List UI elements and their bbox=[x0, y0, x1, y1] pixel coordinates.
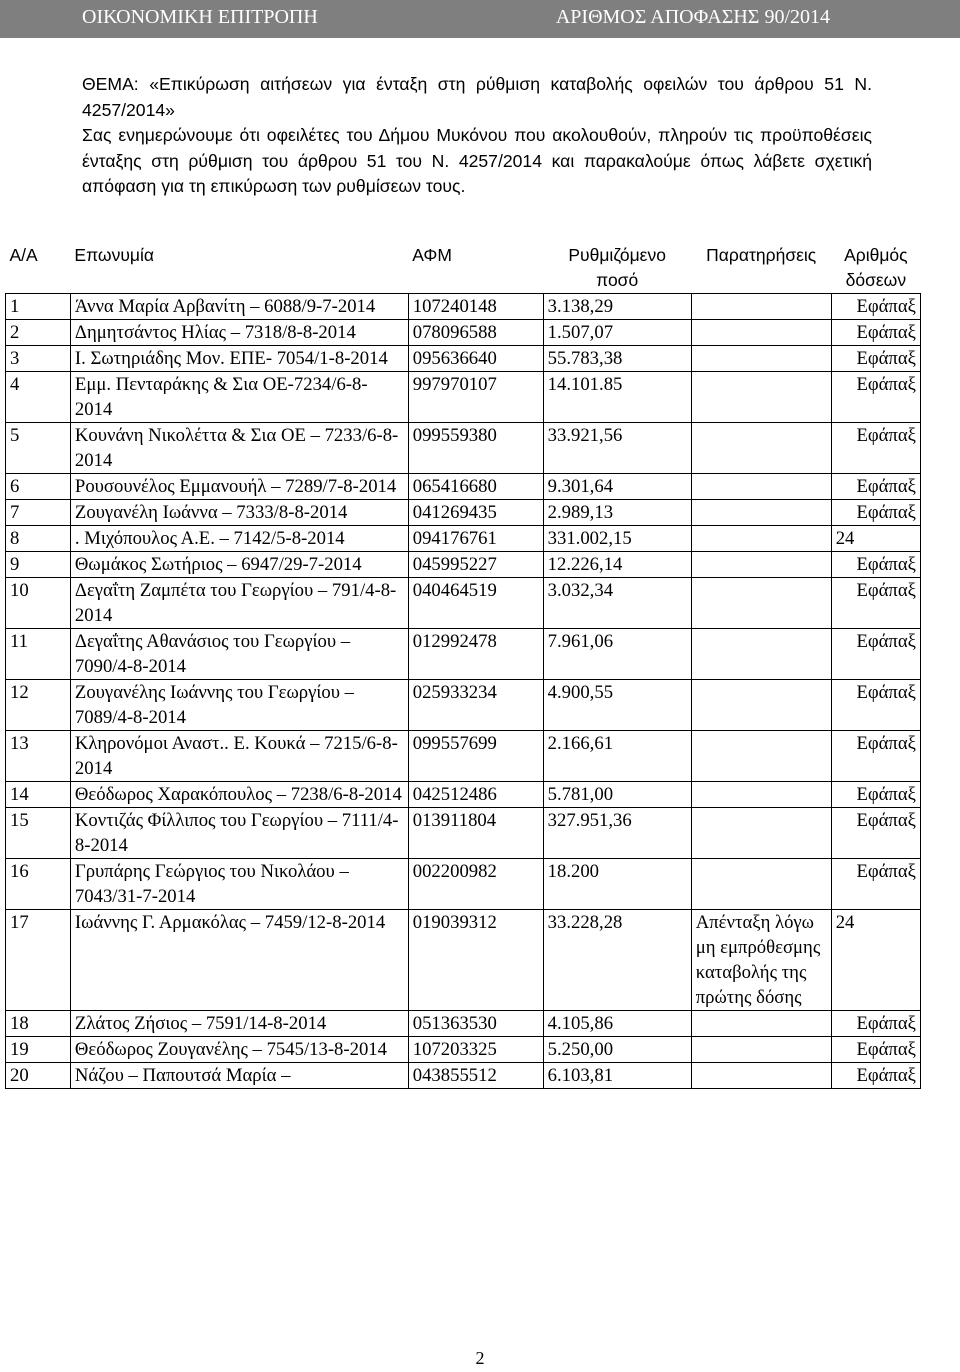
cell-amount: 327.951,36 bbox=[543, 808, 691, 859]
cell-name: Ζλάτος Ζήσιος – 7591/14-8-2014 bbox=[70, 1011, 408, 1037]
cell-name: Δεγαΐτη Ζαμπέτα του Γεωργίου – 791/4-8-2014 bbox=[70, 578, 408, 629]
cell-num: 8 bbox=[6, 526, 71, 552]
header-name: Επωνυμία bbox=[74, 245, 154, 265]
cell-name: Δεγαΐτης Αθανάσιος του Γεωργίου – 7090/4-8-2014 bbox=[70, 629, 408, 680]
cell-amount: 5.781,00 bbox=[543, 782, 691, 808]
cell-amount: 3.032,34 bbox=[543, 578, 691, 629]
header-committee: ΟΙΚΟΝΟΜΙΚΗ ΕΠΙΤΡΟΠΗ bbox=[82, 6, 318, 28]
cell-installments: Εφάπαξ bbox=[831, 474, 920, 500]
cell-amount: 6.103,81 bbox=[543, 1063, 691, 1089]
cell-afm: 025933234 bbox=[408, 680, 543, 731]
cell-notes bbox=[691, 578, 831, 629]
header-amount bbox=[543, 243, 691, 294]
cell-afm: 107240148 bbox=[408, 294, 543, 320]
header-installments-line2: δόσεων bbox=[845, 270, 907, 290]
table-header-row bbox=[6, 243, 921, 294]
cell-notes bbox=[691, 782, 831, 808]
cell-name: Νάζου – Παπουτσά Μαρία – bbox=[70, 1063, 408, 1089]
cell-afm: 065416680 bbox=[408, 474, 543, 500]
table-row bbox=[6, 320, 921, 346]
cell-installments: Εφάπαξ bbox=[831, 680, 920, 731]
cell-installments: Εφάπαξ bbox=[831, 500, 920, 526]
intro-section bbox=[82, 72, 872, 200]
cell-afm: 099559380 bbox=[408, 423, 543, 474]
cell-num: 20 bbox=[6, 1063, 71, 1089]
cell-afm: 107203325 bbox=[408, 1037, 543, 1063]
header-decision-number: ΑΡΙΘΜΟΣ ΑΠΟΦΑΣΗΣ 90/2014 bbox=[555, 6, 830, 28]
cell-notes bbox=[691, 500, 831, 526]
table-body bbox=[6, 294, 921, 1089]
header-num: Α/Α bbox=[9, 245, 38, 265]
cell-afm: 094176761 bbox=[408, 526, 543, 552]
table-row bbox=[6, 808, 921, 859]
header-afm: ΑΦΜ bbox=[412, 245, 452, 265]
cell-afm: 997970107 bbox=[408, 372, 543, 423]
table-row bbox=[6, 500, 921, 526]
cell-num: 13 bbox=[6, 731, 71, 782]
cell-name: Ι. Σωτηριάδης Μον. ΕΠΕ- 7054/1-8-2014 bbox=[70, 346, 408, 372]
cell-installments: Εφάπαξ bbox=[831, 578, 920, 629]
cell-installments: 24 bbox=[831, 910, 920, 1011]
table-row bbox=[6, 372, 921, 423]
cell-num: 1 bbox=[6, 294, 71, 320]
cell-notes bbox=[691, 474, 831, 500]
cell-installments: Εφάπαξ bbox=[831, 1011, 920, 1037]
cell-amount: 7.961,06 bbox=[543, 629, 691, 680]
cell-name: Κοντιζάς Φίλλιπος του Γεωργίου – 7111/4-8-2014 bbox=[70, 808, 408, 859]
cell-amount: 4.900,55 bbox=[543, 680, 691, 731]
cell-installments: 24 bbox=[831, 526, 920, 552]
cell-name: Ζουγανέλης Ιωάννης του Γεωργίου – 7089/4-8-2014 bbox=[70, 680, 408, 731]
cell-notes bbox=[691, 1063, 831, 1089]
cell-name: Δημητσάντος Ηλίας – 7318/8-8-2014 bbox=[70, 320, 408, 346]
cell-name: Θεόδωρος Χαρακόπουλος – 7238/6-8-2014 bbox=[70, 782, 408, 808]
cell-afm: 013911804 bbox=[408, 808, 543, 859]
table-row bbox=[6, 910, 921, 1011]
header-installments-line1: Αριθμός bbox=[844, 245, 908, 265]
cell-name: Ζουγανέλη Ιωάννα – 7333/8-8-2014 bbox=[70, 500, 408, 526]
table-row bbox=[6, 552, 921, 578]
table-row bbox=[6, 526, 921, 552]
body-paragraph: Σας ενημερώνουμε ότι οφειλέτες του Δήμου Μυκόνου που ακολουθούν, πληρούν τις προϋποθέσεις ένταξης στη ρύθμιση του άρθρου 51 του Ν. 4257/2014 και παρακαλούμε όπως λάβετε σχετική απόφαση για τη επικύρωση των ρυθμίσεων τους. bbox=[82, 125, 872, 196]
cell-afm: 040464519 bbox=[408, 578, 543, 629]
table-row bbox=[6, 1037, 921, 1063]
cell-num: 16 bbox=[6, 859, 71, 910]
cell-num: 17 bbox=[6, 910, 71, 1011]
cell-num: 9 bbox=[6, 552, 71, 578]
page-header bbox=[0, 0, 960, 38]
cell-installments: Εφάπαξ bbox=[831, 320, 920, 346]
cell-num: 18 bbox=[6, 1011, 71, 1037]
cell-name: Γρυπάρης Γεώργιος του Νικολάου – 7043/31-7-2014 bbox=[70, 859, 408, 910]
cell-amount: 33.921,56 bbox=[543, 423, 691, 474]
cell-installments: Εφάπαξ bbox=[831, 808, 920, 859]
cell-afm: 045995227 bbox=[408, 552, 543, 578]
cell-amount: 5.250,00 bbox=[543, 1037, 691, 1063]
cell-name: Εμμ. Πενταράκης & Σια ΟΕ-7234/6-8-2014 bbox=[70, 372, 408, 423]
cell-notes bbox=[691, 629, 831, 680]
cell-afm: 078096588 bbox=[408, 320, 543, 346]
cell-num: 11 bbox=[6, 629, 71, 680]
cell-num: 12 bbox=[6, 680, 71, 731]
cell-name: Θωμάκος Σωτήριος – 6947/29-7-2014 bbox=[70, 552, 408, 578]
cell-num: 2 bbox=[6, 320, 71, 346]
cell-notes bbox=[691, 320, 831, 346]
page-number: 2 bbox=[475, 1348, 485, 1368]
cell-amount: 18.200 bbox=[543, 859, 691, 910]
header-notes: Παρατηρήσεις bbox=[706, 245, 817, 265]
cell-installments: Εφάπαξ bbox=[831, 346, 920, 372]
cell-num: 15 bbox=[6, 808, 71, 859]
table-row bbox=[6, 782, 921, 808]
cell-num: 5 bbox=[6, 423, 71, 474]
cell-amount: 2.166,61 bbox=[543, 731, 691, 782]
cell-afm: 099557699 bbox=[408, 731, 543, 782]
header-amount-line2: ποσό bbox=[596, 270, 639, 290]
cell-amount: 1.507,07 bbox=[543, 320, 691, 346]
cell-notes bbox=[691, 680, 831, 731]
table-row bbox=[6, 859, 921, 910]
table-row bbox=[6, 423, 921, 474]
cell-notes bbox=[691, 1037, 831, 1063]
cell-name: Άννα Μαρία Αρβανίτη – 6088/9-7-2014 bbox=[70, 294, 408, 320]
cell-amount: 33.228,28 bbox=[543, 910, 691, 1011]
cell-afm: 019039312 bbox=[408, 910, 543, 1011]
header-amount-line1: Ρυθμιζόμενο bbox=[568, 245, 666, 265]
cell-notes bbox=[691, 552, 831, 578]
table-row bbox=[6, 1011, 921, 1037]
cell-num: 4 bbox=[6, 372, 71, 423]
cell-installments: Εφάπαξ bbox=[831, 782, 920, 808]
cell-notes bbox=[691, 1011, 831, 1037]
cell-installments: Εφάπαξ bbox=[831, 294, 920, 320]
cell-notes: Απένταξη λόγω μη εμπρόθεσμης καταβολής της πρώτης δόσης bbox=[691, 910, 831, 1011]
cell-notes bbox=[691, 526, 831, 552]
cell-afm: 095636640 bbox=[408, 346, 543, 372]
cell-notes bbox=[691, 346, 831, 372]
cell-num: 10 bbox=[6, 578, 71, 629]
cell-amount: 55.783,38 bbox=[543, 346, 691, 372]
cell-installments: Εφάπαξ bbox=[831, 629, 920, 680]
cell-num: 19 bbox=[6, 1037, 71, 1063]
cell-notes bbox=[691, 859, 831, 910]
cell-amount: 2.989,13 bbox=[543, 500, 691, 526]
cell-notes bbox=[691, 423, 831, 474]
cell-amount: 3.138,29 bbox=[543, 294, 691, 320]
table-row bbox=[6, 474, 921, 500]
cell-installments: Εφάπαξ bbox=[831, 552, 920, 578]
cell-name: . Μιχόπουλος Α.Ε. – 7142/5-8-2014 bbox=[70, 526, 408, 552]
table-row bbox=[6, 294, 921, 320]
debtors-table bbox=[5, 243, 921, 1089]
subject-line: ΘΕΜΑ: «Επικύρωση αιτήσεων για ένταξη στη ρύθμιση καταβολής οφειλών του άρθρου 51 Ν. 4257/2014» bbox=[82, 74, 872, 120]
cell-installments: Εφάπαξ bbox=[831, 372, 920, 423]
cell-afm: 012992478 bbox=[408, 629, 543, 680]
table-row bbox=[6, 1063, 921, 1089]
cell-num: 6 bbox=[6, 474, 71, 500]
cell-notes bbox=[691, 808, 831, 859]
cell-notes bbox=[691, 294, 831, 320]
cell-name: Κουνάνη Νικολέττα & Σια ΟΕ – 7233/6-8-2014 bbox=[70, 423, 408, 474]
cell-installments: Εφάπαξ bbox=[831, 731, 920, 782]
table-row bbox=[6, 578, 921, 629]
table-row bbox=[6, 731, 921, 782]
cell-afm: 043855512 bbox=[408, 1063, 543, 1089]
table-row bbox=[6, 629, 921, 680]
cell-notes bbox=[691, 731, 831, 782]
table-row bbox=[6, 680, 921, 731]
cell-name: Ρουσουνέλος Εμμανουήλ – 7289/7-8-2014 bbox=[70, 474, 408, 500]
cell-amount: 331.002,15 bbox=[543, 526, 691, 552]
cell-afm: 002200982 bbox=[408, 859, 543, 910]
cell-amount: 12.226,14 bbox=[543, 552, 691, 578]
cell-installments: Εφάπαξ bbox=[831, 1063, 920, 1089]
cell-name: Κληρονόμοι Αναστ.. Ε. Κουκά – 7215/6-8-2014 bbox=[70, 731, 408, 782]
cell-installments: Εφάπαξ bbox=[831, 423, 920, 474]
cell-amount: 4.105,86 bbox=[543, 1011, 691, 1037]
cell-installments: Εφάπαξ bbox=[831, 859, 920, 910]
cell-num: 14 bbox=[6, 782, 71, 808]
cell-num: 3 bbox=[6, 346, 71, 372]
cell-afm: 042512486 bbox=[408, 782, 543, 808]
cell-name: Ιωάννης Γ. Αρμακόλας – 7459/12-8-2014 bbox=[70, 910, 408, 1011]
cell-amount: 9.301,64 bbox=[543, 474, 691, 500]
header-installments bbox=[831, 243, 920, 294]
cell-name: Θεόδωρος Ζουγανέλης – 7545/13-8-2014 bbox=[70, 1037, 408, 1063]
cell-afm: 041269435 bbox=[408, 500, 543, 526]
table-row bbox=[6, 346, 921, 372]
cell-afm: 051363530 bbox=[408, 1011, 543, 1037]
cell-installments: Εφάπαξ bbox=[831, 1037, 920, 1063]
cell-notes bbox=[691, 372, 831, 423]
cell-num: 7 bbox=[6, 500, 71, 526]
cell-amount: 14.101.85 bbox=[543, 372, 691, 423]
